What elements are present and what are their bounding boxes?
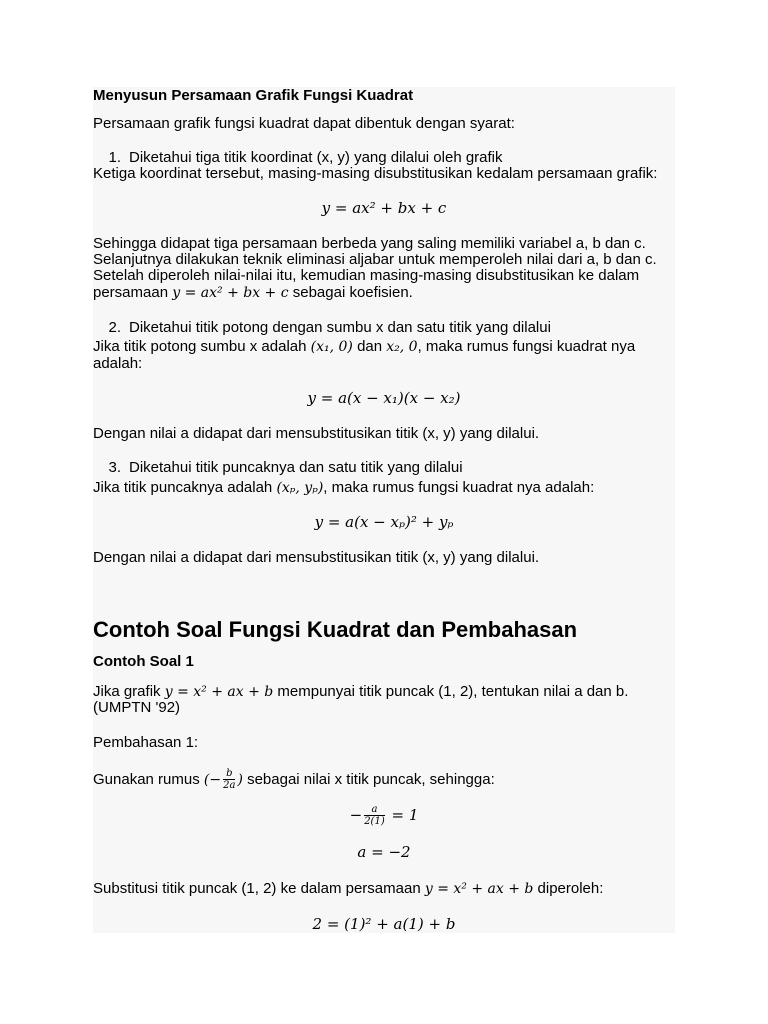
formula-vertex: y = a(x − xₚ)² + yₚ [314,513,454,531]
fraction [364,805,385,827]
list-number: 2. [108,319,121,336]
formula-roots: y = a(x − x₁)(x − x₂) [307,389,461,407]
inline-formula: y = x² + ax + b [424,881,534,897]
paragraph-text: , maka rumus fungsi kuadrat nya adalah: [323,479,595,496]
equation-1: − $\frac{a}{2(1)}$ = 1 [349,804,419,827]
paragraph [93,284,675,302]
paragraph: Dengan nilai a didapat dari mensubstitusikan titik (x, y) yang dilalui. [93,549,540,566]
intro-text: Persamaan grafik fungsi kuadrat dapat dibentuk dengan syarat: [93,115,515,132]
paragraph [93,338,675,356]
list-item-text: Diketahui titik potong dengan sumbu x dan satu titik yang dilalui [129,319,551,336]
fraction-denominator: 2(1) [364,816,385,827]
fraction-numerator: a [371,804,378,815]
paragraph: Dengan nilai a didapat dari mensubstitusikan titik (x, y) yang dilalui. [93,425,540,442]
section-heading: Contoh Soal Fungsi Kuadrat dan Pembahasan [93,617,578,642]
equation-3: 2 = (1)² + a(1) + b [312,915,456,933]
paragraph-text: persamaan [93,284,169,301]
paragraph: Ketiga koordinat tersebut, masing-masing disubstitusikan kedalam persamaan grafik: [93,165,658,182]
inline-formula: (x₁, 0) [310,339,353,355]
paragraph: Setelah diperoleh nilai-nilai itu, kemudian masing-masing disubstitusikan ke dalam [93,267,640,284]
list-item-1 [93,149,675,166]
section-title: Menyusun Persamaan Grafik Fungsi Kuadrat [93,87,414,104]
paragraph-text: sebagai koefisien. [292,284,413,301]
paragraph-text: dan [357,338,383,355]
paragraph-text: Substitusi titik puncak (1, 2) ke dalam persamaan [93,880,421,897]
equation-2: a = −2 [357,843,411,861]
fraction-denominator: 2a [223,780,236,791]
list-item-2 [93,319,675,336]
formula-general: y = ax² + bx + c [321,199,447,217]
paragraph: Sehingga didapat tiga persamaan berbeda yang saling memiliki variabel a, b dan c. [93,235,646,252]
inline-formula: y = ax² + bx + c [172,285,289,301]
list-item-3 [93,459,675,476]
paragraph-text: , maka rumus fungsi kuadrat nya [417,338,636,355]
list-number: 1. [108,149,121,166]
inline-formula: x₂, 0 [386,339,418,355]
paragraph-text: Jika grafik [93,683,161,700]
subsection-title: Contoh Soal 1 [93,653,194,670]
paragraph [93,880,675,898]
paragraph-text: Jika titik potong sumbu x adalah [93,338,307,355]
inline-formula: (− $\frac{b}{2a}$ ) [203,768,243,791]
paragraph [93,767,675,793]
paragraph: adalah: [93,355,143,372]
list-item-text: Diketahui tiga titik koordinat (x, y) yang dilalui oleh grafik [129,149,503,166]
inline-formula: (xₚ, yₚ) [276,480,324,496]
question-source: (UMPTN '92) [93,699,181,716]
paragraph [93,479,675,497]
paragraph-text: diperoleh: [537,880,604,897]
pembahasan-label: Pembahasan 1: [93,734,199,751]
document-page [93,87,675,933]
list-item-text: Diketahui titik puncaknya dan satu titik yang dilalui [129,459,463,476]
inline-formula: y = x² + ax + b [164,684,274,700]
paragraph-text: mempunyai titik puncak (1, 2), tentukan nilai a dan b. [277,683,629,700]
list-number: 3. [108,459,121,476]
paragraph-text: Gunakan rumus [93,771,200,788]
paragraph-text: sebagai nilai x titik puncak, sehingga: [247,771,495,788]
equation-rhs: = 1 [391,806,419,824]
fraction-numerator: b [226,768,233,779]
paragraph-text: Jika titik puncaknya adalah [93,479,273,496]
fraction [223,769,235,791]
paragraph: Selanjutnya dilakukan teknik eliminasi aljabar untuk memperoleh nilai dari a, b dan c. [93,251,657,268]
